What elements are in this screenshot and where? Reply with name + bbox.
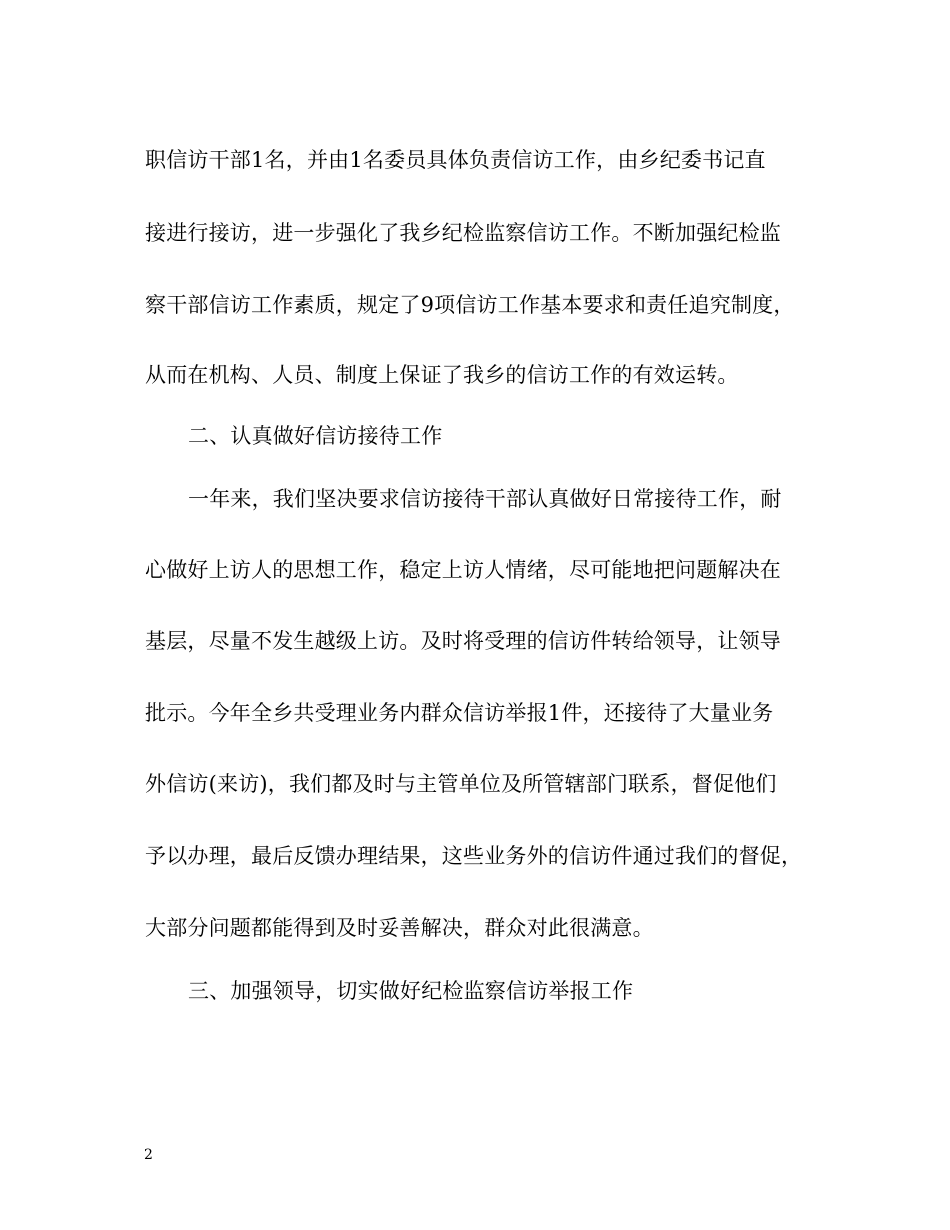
section-heading: 二、认真做好信访接待工作 [188, 424, 443, 448]
body-text-line: 批示。今年全乡共受理业务内群众信访举报1件，还接待了大量业务 [145, 701, 774, 725]
body-text-line: 察干部信访工作素质，规定了9项信访工作基本要求和责任追究制度， [145, 293, 795, 317]
body-text-line: 接进行接访，进一步强化了我乡纪检监察信访工作。不断加强纪检监 [145, 221, 781, 245]
body-text-line: 心做好上访人的思想工作，稳定上访人情绪，尽可能地把问题解决在 [145, 558, 781, 582]
body-text-line: 职信访干部1名，并由1名委员具体负责信访工作，由乡纪委书记直 [145, 148, 766, 172]
body-text-line: 大部分问题都能得到及时妥善解决，群众对此很满意。 [145, 916, 654, 940]
page-number: 2 [144, 1147, 153, 1163]
body-text-line: 从而在机构、人员、制度上保证了我乡的信访工作的有效运转。 [145, 363, 739, 387]
body-text-line: 一年来，我们坚决要求信访接待干部认真做好日常接待工作，耐 [188, 487, 782, 511]
body-text-line: 基层，尽量不发生越级上访。及时将受理的信访件转给领导，让领导 [145, 629, 781, 653]
body-text-line: 予以办理，最后反馈办理结果，这些业务外的信访件通过我们的督促， [145, 844, 803, 868]
section-heading: 三、加强领导，切实做好纪检监察信访举报工作 [188, 979, 634, 1003]
body-text-line: 外信访(来访)，我们都及时与主管单位及所管辖部门联系，督促他们 [145, 772, 777, 796]
